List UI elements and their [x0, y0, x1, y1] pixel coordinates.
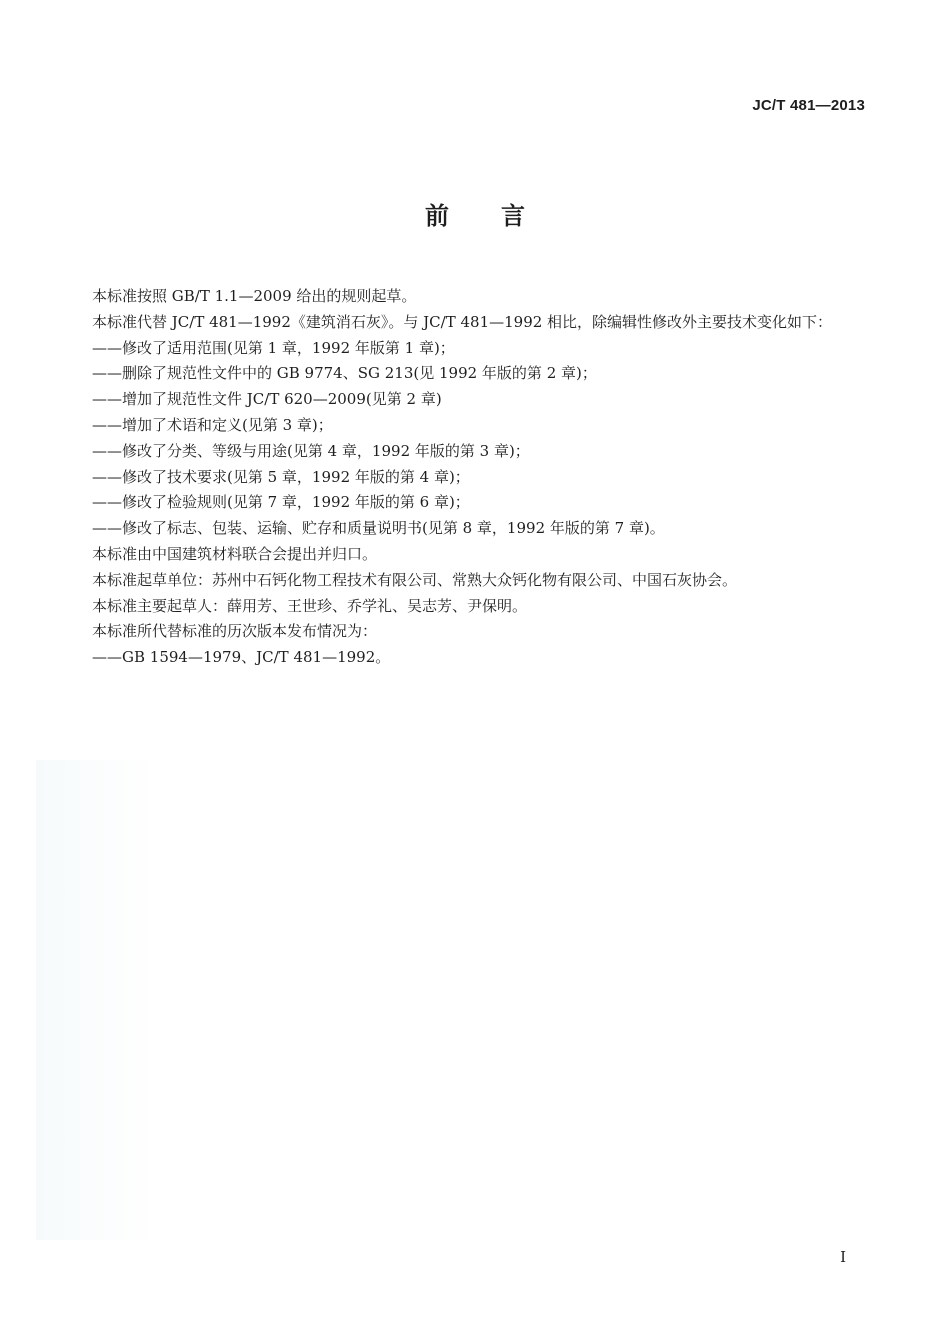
standard-code: JC/T 481—2013: [752, 97, 865, 114]
page-title: 前言: [425, 202, 577, 230]
paragraph-drafting-rules: 本标准按照 GB/T 1.1—2009 给出的规则起草。: [92, 287, 417, 305]
history-item: ——GB 1594—1979、JC/T 481—1992。: [92, 648, 391, 667]
paragraph-replacement: 本标准代替 JC/T 481—1992《建筑消石灰》。与 JC/T 481—1992 相比，除编辑性修改外主要技术变化如下：: [92, 312, 833, 331]
change-item: ——修改了分类、等级与用途(见第 4 章，1992 年版的第 3 章)；: [92, 441, 530, 460]
change-item: ——修改了标志、包装、运输、贮存和质量说明书(见第 8 章，1992 年版的第 7 章)。: [92, 519, 665, 538]
page-number: I: [840, 1248, 846, 1266]
scan-smudge: [36, 760, 156, 1240]
foreword-body: [58, 284, 868, 671]
change-item: ——删除了规范性文件中的 GB 9774、SG 213(见 1992 年版的第 2 章)；: [92, 364, 597, 383]
change-item: ——修改了技术要求(见第 5 章，1992 年版的第 4 章)；: [92, 467, 470, 486]
paragraph-drafters: 本标准主要起草人：薛用芳、王世珍、乔学礼、吴志芳、尹保明。: [92, 596, 528, 615]
change-item: ——修改了检验规则(见第 7 章，1992 年版的第 6 章)；: [92, 493, 470, 512]
change-item: ——增加了规范性文件 JC/T 620—2009(见第 2 章): [92, 390, 442, 409]
change-item: ——修改了适用范围(见第 1 章，1992 年版第 1 章)；: [92, 338, 455, 357]
paragraph-drafting-units: 本标准起草单位：苏州中石钙化物工程技术有限公司、常熟大众钙化物有限公司、中国石灰协会。: [92, 570, 738, 589]
paragraph-history-intro: 本标准所代替标准的历次版本发布情况为：: [92, 622, 378, 641]
change-item: ——增加了术语和定义(见第 3 章)；: [92, 415, 333, 434]
paragraph-proposer: 本标准由中国建筑材料联合会提出并归口。: [92, 544, 378, 563]
